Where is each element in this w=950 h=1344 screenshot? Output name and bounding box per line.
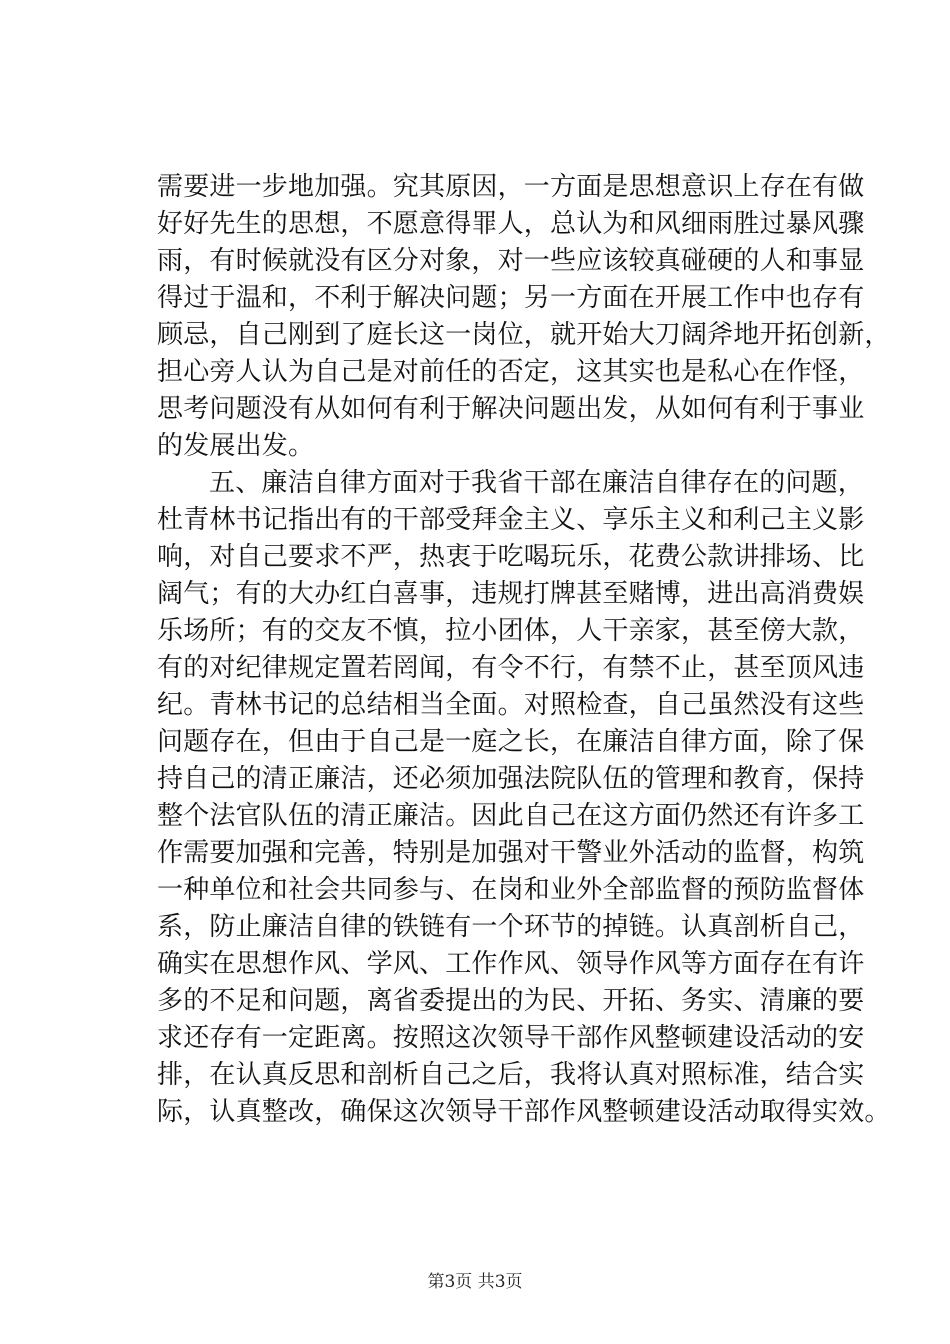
text-line: 求还存有一定距离。按照这次领导干部作风整顿建设活动的安	[157, 1023, 865, 1053]
text-line: 顾忌，自己刚到了庭长这一岗位，就开始大刀阔斧地开拓创新，	[157, 320, 891, 350]
text-line: 乐场所；有的交友不慎，拉小团体，人干亲家，甚至傍大款，	[157, 616, 865, 646]
text-line: 响，对自己要求不严，热衷于吃喝玩乐，花费公款讲排场、比	[157, 542, 865, 572]
body-text	[157, 169, 891, 1131]
text-line: 需要进一步地加强。究其原因，一方面是思想意识上存在有做	[157, 172, 865, 202]
text-line: 持自己的清正廉洁，还必须加强法院队伍的管理和教育，保持	[157, 764, 865, 794]
text-line: 一种单位和社会共同参与、在岗和业外全部监督的预防监督体	[157, 875, 865, 905]
text-line: 担心旁人认为自己是对前任的否定，这其实也是私心在作怪，	[157, 357, 865, 387]
text-line: 阔气；有的大办红白喜事，违规打牌甚至赌博，进出高消费娱	[157, 579, 865, 609]
text-line: 问题存在，但由于自己是一庭之长，在廉洁自律方面，除了保	[157, 727, 865, 757]
text-line: 思考问题没有从如何有利于解决问题出发，从如何有利于事业	[157, 394, 865, 424]
page-number-footer: 第3页 共3页	[427, 1272, 523, 1292]
paragraph-start-line: 五、廉洁自律方面对于我省干部在廉洁自律存在的问题，	[209, 468, 865, 498]
text-line: 的发展出发。	[157, 431, 315, 461]
text-line: 确实在思想作风、学风、工作作风、领导作风等方面存在有许	[157, 949, 865, 979]
text-line: 多的不足和问题，离省委提出的为民、开拓、务实、清廉的要	[157, 986, 865, 1016]
text-line: 杜青林书记指出有的干部受拜金主义、享乐主义和利己主义影	[157, 505, 865, 535]
text-line: 雨，有时候就没有区分对象，对一些应该较真碰硬的人和事显	[157, 246, 865, 276]
text-line: 际，认真整改，确保这次领导干部作风整顿建设活动取得实效。	[157, 1097, 891, 1127]
text-line: 好好先生的思想，不愿意得罪人，总认为和风细雨胜过暴风骤	[157, 209, 865, 239]
text-line: 得过于温和，不利于解决问题；另一方面在开展工作中也存有	[157, 283, 865, 313]
text-line: 整个法官队伍的清正廉洁。因此自己在这方面仍然还有许多工	[157, 801, 865, 831]
text-line: 纪。青林书记的总结相当全面。对照检查，自己虽然没有这些	[157, 690, 865, 720]
text-line: 有的对纪律规定置若罔闻，有令不行，有禁不止，甚至顶风违	[157, 653, 865, 683]
text-line: 排，在认真反思和剖析自己之后，我将认真对照标准，结合实	[157, 1060, 865, 1090]
text-line: 作需要加强和完善，特别是加强对干警业外活动的监督，构筑	[157, 838, 865, 868]
text-line: 系，防止廉洁自律的铁链有一个环节的掉链。认真剖析自己，	[157, 912, 865, 942]
